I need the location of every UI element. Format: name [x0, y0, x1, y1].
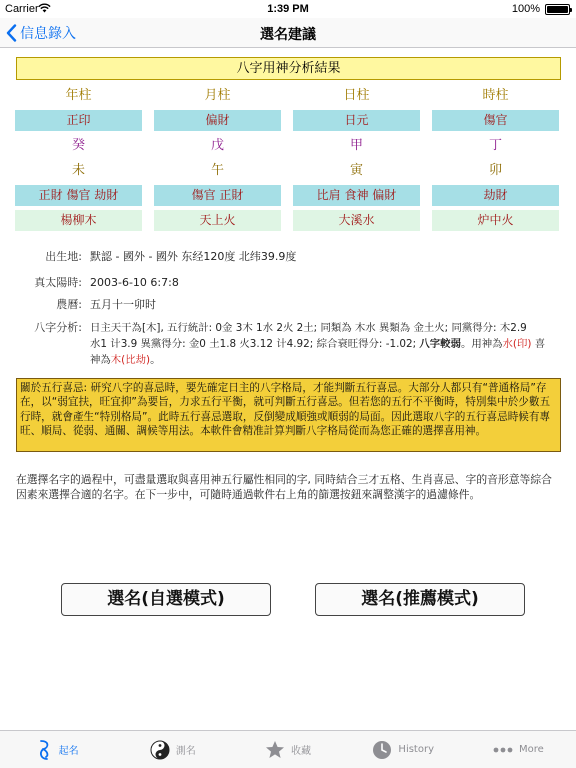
branch-cell: 寅: [349, 163, 363, 178]
naming-description: 在選擇名字的過程中，可盡量選取與喜用神五行屬性相同的字, 同時結合三才五格、生肖喜忌、字的音形意等綜合因素來選擇合適的名字。在下一步中，可隨時通過軟件右上角的篩選按鈕來調整漢字的過濾條件。: [16, 473, 552, 501]
five-elements-notice: 關於五行喜忌: 研究八字的喜忌時，要先確定日主的八字格局，才能判斷五行喜忌。大部分人都只有“普通格局”存在，以“弱宜扶，旺宜抑”為要旨，力求五行平衡，就可判斷五行喜忌。但若您的五行不平衡時，特別集中於少數五行時，就會產生“特別格局”。此時五行喜忌選取，反倒變成順強或順弱的局面。因此選取八字的五行喜忌時候有專旺、順局、從弱、通關、調候等用法。本軟件會精准計算判斷八字格局從而為您正確的選擇喜用神。: [16, 378, 561, 452]
bazi-analysis-line1: 日主天干為[木], 五行統計: 0金 3木 1水 2火 2土; 同類為 木水 異類為 金土火; 同黨得分: 木2.9: [90, 322, 527, 334]
bazi-analysis-line2: 水1 计3.9 異黨得分: 金0 土1.8 火3.12 计4.92; 綜合衰旺得分: -1.02; 八字較弱。用神為水(印) 喜: [90, 338, 546, 350]
branch-cell: 未: [71, 163, 85, 178]
earthly-branch-row: [15, 160, 559, 181]
tab-test-name[interactable]: [115, 731, 230, 768]
solar-time-value: 2003-6-10 6:7:8: [90, 276, 179, 289]
useful-god: 水(印): [502, 338, 532, 350]
bazi-analysis-label: 八字分析:: [34, 321, 82, 334]
tab-history[interactable]: [346, 731, 461, 768]
birthplace-value: 默認 - 國外 - 國外 东经120度 北纬39.9度: [90, 250, 297, 263]
hidden-god-cell: 正財 傷官 劫財: [15, 185, 142, 206]
birthplace-row: [16, 249, 561, 264]
bazi-analysis-text: [90, 320, 545, 368]
ten-god-cell: 偏財: [154, 110, 281, 131]
pillar-day: 日柱: [343, 88, 370, 103]
bazi-grid: [15, 85, 559, 235]
pillar-year: 年柱: [65, 88, 92, 103]
nayin-cell: 炉中火: [432, 210, 559, 231]
status-bar: [0, 0, 576, 18]
nayin-cell: 大溪水: [293, 210, 420, 231]
pillar-row: [15, 85, 559, 106]
hidden-god-cell: 劫財: [432, 185, 559, 206]
ten-god-cell: 日元: [293, 110, 420, 131]
nayin-cell: 楊柳木: [15, 210, 142, 231]
recommend-mode-button[interactable]: 選名(推薦模式): [315, 583, 525, 616]
battery-icon: [545, 4, 570, 15]
tab-label: 測名: [175, 746, 196, 757]
heavenly-stem-row: [15, 135, 559, 156]
analysis-header: 八字用神分析結果: [16, 57, 561, 80]
page-title: 選名建議: [260, 27, 316, 43]
joy-god: 木(比劫): [110, 354, 151, 366]
navigation-bar: [0, 18, 576, 48]
stem-cell: 癸: [71, 138, 85, 153]
bazi-analysis-row: [16, 320, 561, 368]
self-mode-button[interactable]: 選名(自選模式): [61, 583, 271, 616]
lunar-value: 五月十一卯时: [90, 298, 156, 311]
star-icon: [265, 740, 285, 760]
tab-naming[interactable]: [0, 731, 115, 768]
solar-time-row: [16, 275, 561, 290]
tab-label: 起名: [58, 746, 79, 757]
battery-percent: 100%: [511, 3, 540, 15]
back-label: 信息錄入: [20, 26, 76, 42]
solar-time-label: 真太陽時:: [34, 276, 82, 289]
tab-favorites[interactable]: [230, 731, 345, 768]
tab-label: 收藏: [291, 746, 311, 757]
ten-god-row: [15, 110, 559, 131]
yin-yang-icon: [150, 740, 170, 760]
pillar-month: 月柱: [204, 88, 231, 103]
pillar-hour: 時柱: [482, 88, 509, 103]
bazi-analysis-line3: 神為木(比劫)。: [90, 354, 161, 366]
hidden-god-row: [15, 185, 559, 206]
stem-cell: 丁: [488, 138, 502, 153]
stem-cell: 戊: [210, 138, 224, 153]
status-time: 1:39 PM: [267, 3, 309, 15]
stem-cell: 甲: [349, 138, 363, 153]
branch-cell: 卯: [488, 163, 502, 178]
birthplace-label: 出生地:: [45, 250, 82, 263]
name-glyph-icon: [37, 739, 53, 761]
strength-verdict: 八字較弱: [419, 338, 461, 350]
branch-cell: 午: [210, 163, 224, 178]
more-dots-icon: [493, 746, 513, 754]
ten-god-cell: 傷官: [432, 110, 559, 131]
lunar-row: [16, 297, 561, 312]
tab-bar: [0, 730, 576, 768]
tab-more[interactable]: [461, 731, 576, 768]
nayin-row: [15, 210, 559, 231]
tab-label: More: [519, 744, 544, 755]
clock-icon: [372, 740, 392, 760]
tab-label: History: [398, 744, 434, 755]
nayin-cell: 天上火: [154, 210, 281, 231]
lunar-label: 農曆:: [56, 298, 82, 311]
ten-god-cell: 正印: [15, 110, 142, 131]
carrier-label: Carrier: [5, 3, 39, 15]
hidden-god-cell: 比肩 食神 偏財: [293, 185, 420, 206]
hidden-god-cell: 傷官 正財: [154, 185, 281, 206]
